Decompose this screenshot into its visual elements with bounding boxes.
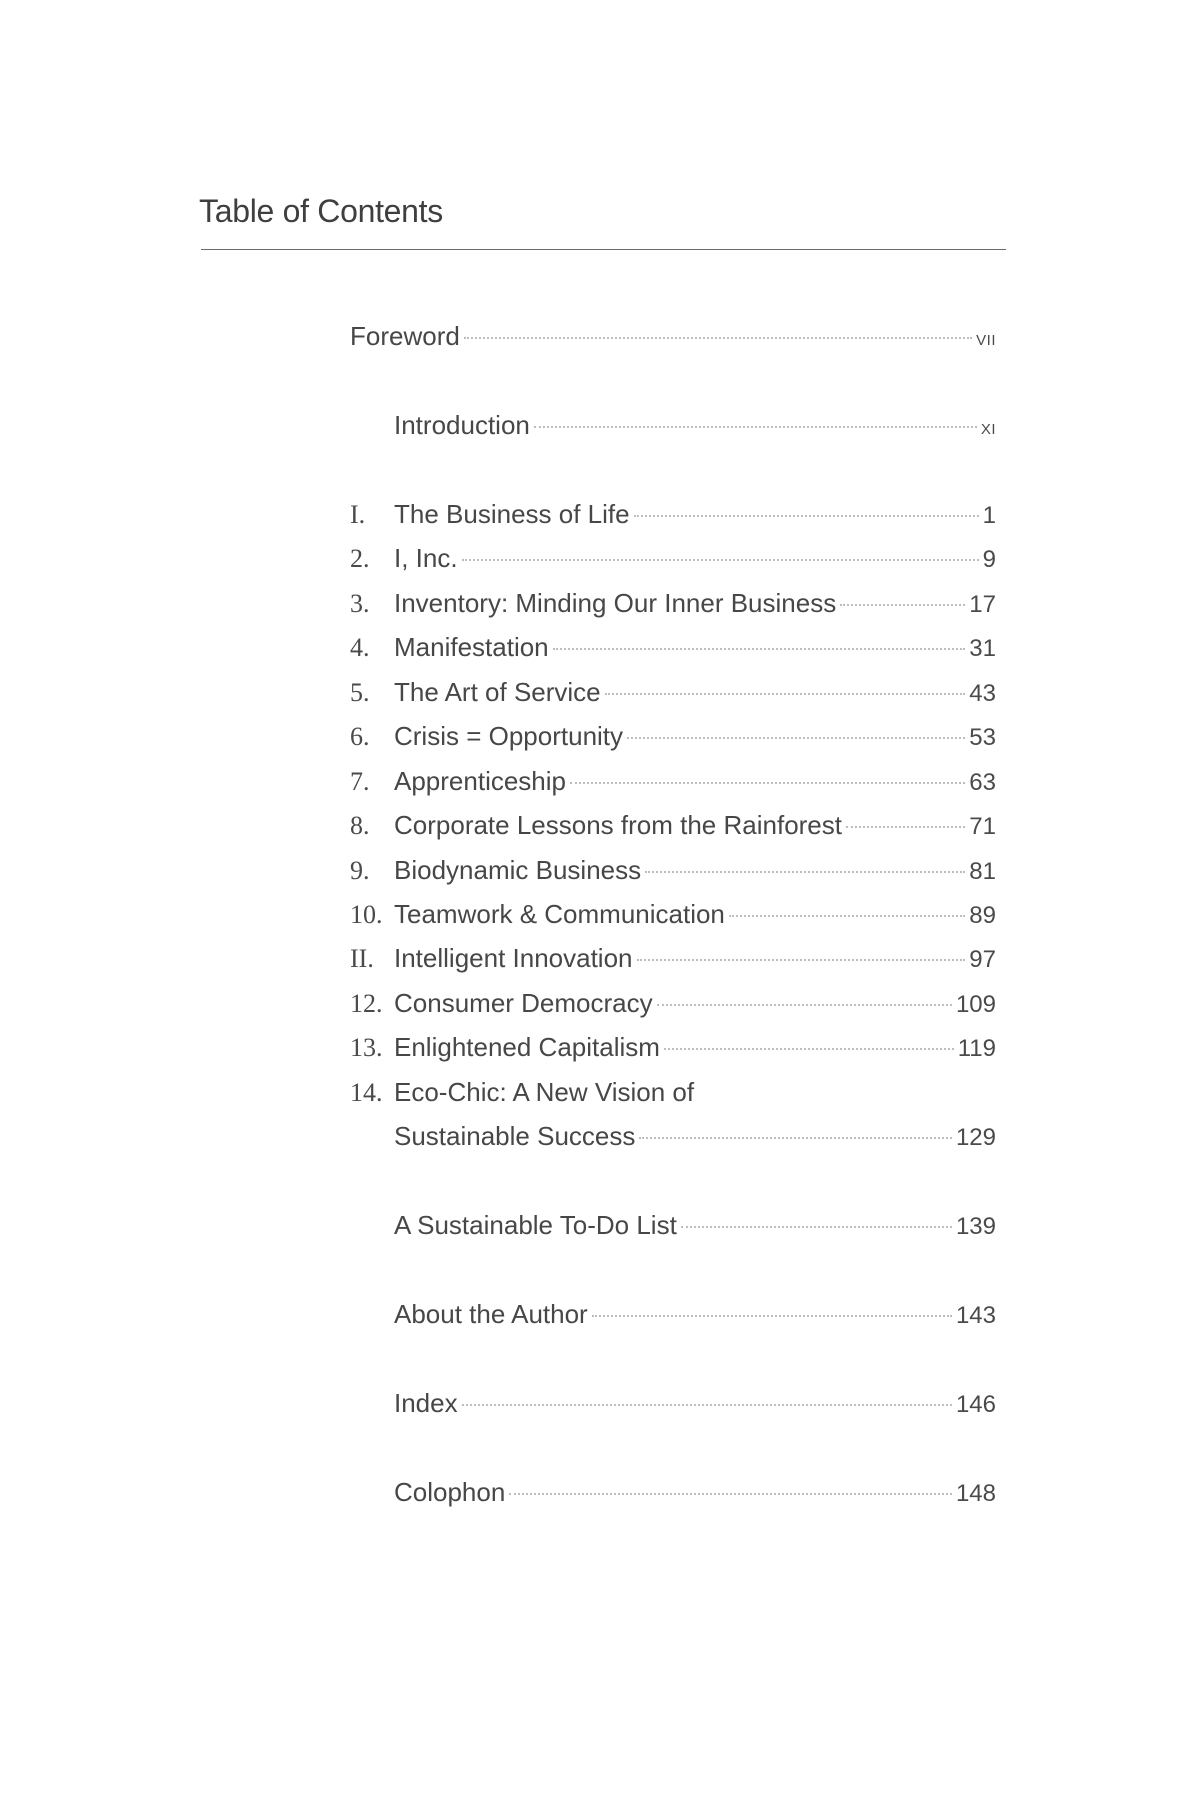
dot-leader bbox=[509, 1493, 952, 1495]
toc-entry-page: 31 bbox=[969, 635, 996, 662]
toc-entry-number: 7. bbox=[350, 767, 370, 796]
toc-entry-title: Manifestation bbox=[394, 632, 549, 662]
toc-entry-number: 12. bbox=[350, 989, 383, 1018]
dot-leader bbox=[627, 737, 965, 739]
toc-entry-page: 63 bbox=[969, 769, 996, 796]
toc-entry bbox=[350, 850, 996, 890]
toc-entry bbox=[350, 983, 996, 1023]
toc-entry-title: Teamwork & Communication bbox=[394, 899, 725, 929]
toc-entry-title: Index bbox=[394, 1388, 458, 1418]
dot-leader bbox=[464, 337, 972, 339]
toc-entry-number: 14. bbox=[350, 1078, 383, 1107]
toc-entry-page: 17 bbox=[969, 591, 996, 618]
toc-entry-title: Intelligent Innovation bbox=[394, 943, 633, 973]
toc-entry bbox=[350, 805, 996, 845]
toc-entry-page: 129 bbox=[955, 1124, 996, 1151]
toc-entry-title: Corporate Lessons from the Rainforest bbox=[394, 810, 842, 840]
toc-entry-title: Inventory: Minding Our Inner Business bbox=[394, 588, 837, 618]
toc-entry-number: 9. bbox=[350, 856, 370, 885]
dot-leader bbox=[637, 959, 966, 961]
dot-leader bbox=[462, 1404, 952, 1406]
toc-entry-number: 4. bbox=[350, 633, 370, 662]
toc-entry-page: 9 bbox=[982, 546, 996, 573]
dot-leader bbox=[634, 515, 979, 517]
toc-entry bbox=[350, 716, 996, 756]
toc-entry-title: About the Author bbox=[394, 1299, 588, 1329]
toc-entry-number: 6. bbox=[350, 722, 370, 751]
toc-entry bbox=[350, 405, 996, 445]
toc-entry bbox=[350, 538, 996, 578]
toc-entry bbox=[350, 494, 996, 534]
dot-leader bbox=[592, 1315, 952, 1317]
toc-entry-number: 5. bbox=[350, 678, 370, 707]
dot-leader bbox=[639, 1137, 952, 1139]
toc-entry-page: 148 bbox=[955, 1480, 996, 1507]
toc-entry bbox=[350, 1205, 996, 1245]
toc-entry-title: The Art of Service bbox=[394, 677, 601, 707]
toc-entry-title: A Sustainable To-Do List bbox=[394, 1210, 677, 1240]
toc-entry bbox=[350, 938, 996, 978]
toc-entry-number: 13. bbox=[350, 1033, 383, 1062]
dot-leader bbox=[605, 693, 966, 695]
toc-entry bbox=[350, 1072, 996, 1112]
toc-entry-page: VII bbox=[976, 332, 996, 349]
toc-entry-title: Sustainable Success bbox=[394, 1121, 636, 1151]
dot-leader bbox=[462, 559, 979, 561]
toc-entry-title: I, Inc. bbox=[394, 543, 458, 573]
toc-entry-page: 143 bbox=[955, 1302, 996, 1329]
toc-entry-title: Apprenticeship bbox=[394, 766, 566, 796]
toc-entry-number: 10. bbox=[350, 900, 383, 929]
toc-entry-title: Biodynamic Business bbox=[394, 855, 642, 885]
dot-leader bbox=[553, 648, 966, 650]
dot-leader bbox=[681, 1226, 952, 1228]
toc-entry-title: Foreword bbox=[350, 321, 460, 351]
toc-entry-page: 139 bbox=[955, 1213, 996, 1240]
toc-entry-page: 81 bbox=[969, 858, 996, 885]
dot-leader bbox=[846, 826, 965, 828]
toc-list bbox=[350, 0, 996, 1800]
toc-entry bbox=[350, 1383, 996, 1423]
toc-entry-page: 89 bbox=[969, 902, 996, 929]
toc-entry bbox=[350, 316, 996, 356]
toc-entry bbox=[350, 583, 996, 623]
toc-entry bbox=[350, 1472, 996, 1512]
toc-entry-title: Introduction bbox=[394, 410, 530, 440]
toc-entry-title: Colophon bbox=[394, 1477, 506, 1507]
toc-entry-page: 97 bbox=[969, 946, 996, 973]
dot-leader bbox=[840, 604, 965, 606]
dot-leader bbox=[657, 1004, 952, 1006]
toc-entry-title: Crisis = Opportunity bbox=[394, 721, 624, 751]
toc-entry-page: XI bbox=[980, 421, 996, 438]
toc-entry-number: 8. bbox=[350, 811, 370, 840]
toc-entry-number: I. bbox=[350, 500, 366, 529]
dot-leader bbox=[645, 871, 965, 873]
dot-leader bbox=[729, 915, 965, 917]
toc-entry-page: 53 bbox=[969, 724, 996, 751]
toc-entry-page: 43 bbox=[969, 680, 996, 707]
toc-entry bbox=[350, 1116, 996, 1156]
toc-entry-number: 3. bbox=[350, 589, 370, 618]
dot-leader bbox=[534, 426, 977, 428]
dot-leader bbox=[570, 782, 965, 784]
toc-entry bbox=[350, 894, 996, 934]
toc-entry-page: 71 bbox=[969, 813, 996, 840]
toc-entry-title: Consumer Democracy bbox=[394, 988, 653, 1018]
toc-entry bbox=[350, 1027, 996, 1067]
toc-entry bbox=[350, 672, 996, 712]
toc-entry-title: The Business of Life bbox=[394, 499, 630, 529]
dot-leader bbox=[664, 1048, 954, 1050]
toc-entry-title: Eco-Chic: A New Vision of bbox=[394, 1077, 695, 1107]
toc-entry-number: II. bbox=[350, 944, 374, 973]
page-title: Table of Contents bbox=[199, 193, 443, 229]
toc-entry-title: Enlightened Capitalism bbox=[394, 1032, 660, 1062]
toc-entry-number: 2. bbox=[350, 544, 370, 573]
toc-entry bbox=[350, 627, 996, 667]
toc-entry-page: 119 bbox=[957, 1035, 996, 1062]
toc-entry-page: 109 bbox=[955, 991, 996, 1018]
toc-entry-page: 146 bbox=[955, 1391, 996, 1418]
toc-entry bbox=[350, 1294, 996, 1334]
toc-entry-page: 1 bbox=[982, 502, 996, 529]
toc-entry bbox=[350, 761, 996, 801]
